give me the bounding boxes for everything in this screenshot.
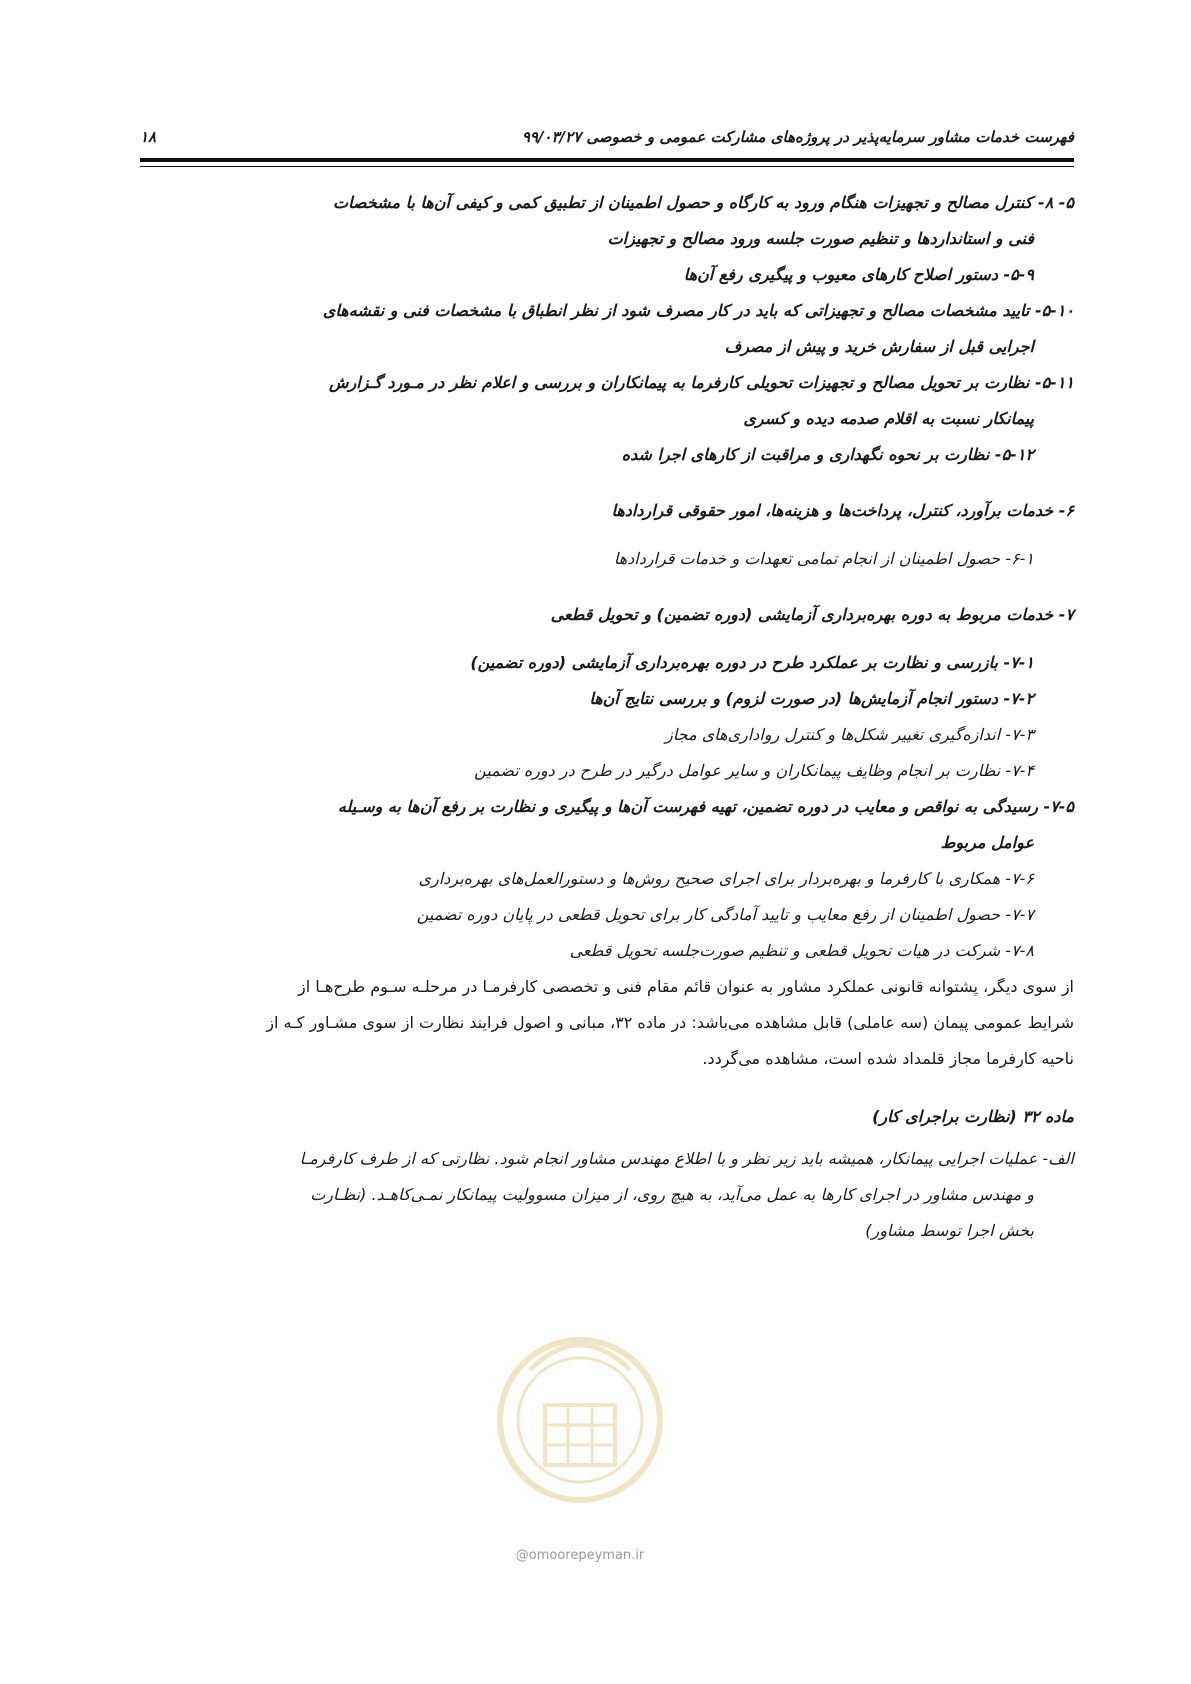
paragraph-line: شرایط عمومی پیمان (سه عاملی) قابل مشاهده می‌باشد: در ماده ۳۲، مبانی و اصول فرایند نظارت از سوی مشـاور کـه از [266, 1013, 1074, 1032]
service-item: ۵- ۸- کنترل مصالح و تجهیزات هنگام ورود به کارگاه و حصول اطمینان از تطبیق کمی و کیفی آن‌ها با مشخصات [333, 193, 1074, 212]
intro-paragraph [140, 969, 1074, 1077]
service-item: ۵-۱۱- نظارت بر تحویل مصالح و تجهیزات تحویلی کارفرما به پیمانکاران و بررسی و اعلام نظر در مـورد گـزارش [329, 373, 1074, 392]
watermark-logo-icon [490, 1300, 670, 1540]
article-32 [140, 1099, 1074, 1249]
document-body [140, 185, 1074, 1249]
service-item: ۵-۱۲- نظارت بر نحوه نگهداری و مراقبت از کارهای اجرا شده [621, 445, 1034, 464]
service-item: ۷-۸- شرکت در هیات تحویل قطعی و تنظیم صورت‌جلسه تحویل قطعی [569, 941, 1034, 960]
header-rule-thin [140, 166, 1074, 167]
page-header [140, 128, 1074, 152]
service-item: ۷-۱- بازرسی و نظارت بر عملکرد طرح در دوره بهره‌برداری آزمایشی (دوره تضمین) [470, 653, 1034, 672]
header-title: فهرست خدمات مشاور سرمایه‌پذیر در پروژه‌های مشارکت عمومی و خصوصی ۹۹/۰۳/۲۷ [521, 128, 1074, 146]
article-heading: ماده ۳۲ (نظارت براجرای کار) [872, 1107, 1074, 1126]
paragraph-line: از سوی دیگر، پشتوانه قانونی عملکرد مشاور به عنوان قائم مقام فنی و تخصصی کارفرمـا در مرحلـه سـوم طرح‌هـا از [298, 977, 1074, 996]
article-line: و مهندس مشاور در اجرای کارها به عمل می‌آید، به هیچ روی، از میزان مسوولیت پیمانکار نمـی‌کاهـد. (نظـارت [310, 1185, 1034, 1204]
watermark-url: @omoorepeyman.ir [515, 1548, 645, 1563]
service-item: پیمانکار نسبت به اقلام صدمه دیده و کسری [743, 409, 1034, 428]
service-item: اجرایی قبل از سفارش خرید و پیش از مصرف [724, 337, 1034, 356]
service-item: عوامل مربوط [940, 833, 1034, 852]
service-item: ۷-۶- همکاری با کارفرما و بهره‌بردار برای اجرای صحیح روش‌ها و دستورالعمل‌های بهره‌برداری [418, 869, 1034, 888]
service-item: ۷-۳- اندازه‌گیری تغییر شکل‌ها و کنترل رواداری‌های مجاز [665, 725, 1034, 744]
service-item: ۷-۷- حصول اطمینان از رفع معایب و تایید آمادگی کار برای تحویل قطعی در پایان دوره تضمین [416, 905, 1034, 924]
article-line: بخش اجرا توسط مشاور) [865, 1221, 1034, 1240]
service-item: ۷-۴- نظارت بر انجام وظایف پیمانکاران و سایر عوامل درگیر در طرح در دوره تضمین [474, 761, 1034, 780]
service-item: ۷-۲- دستور انجام آزمایش‌ها (در صورت لزوم) و بررسی نتایج آن‌ها [589, 689, 1034, 708]
service-list [140, 185, 1074, 969]
service-item: ۷- خدمات مربوط به دوره بهره‌برداری آزمایشی (دوره تضمین) و تحویل قطعی [550, 605, 1074, 624]
service-item: فنی و استانداردها و تنظیم صورت جلسه ورود مصالح و تجهیزات [607, 229, 1034, 248]
article-line: الف- عملیات اجرایی پیمانکار، همیشه باید زیر نظر و با اطلاع مهندس مشاور انجام شود. نظارتی که از طرف کارفرمـا [299, 1149, 1074, 1168]
service-item: ۶- خدمات برآورد، کنترل، پرداخت‌ها و هزینه‌ها، امور حقوقی قراردادها [611, 501, 1074, 520]
service-item: ۶-۱- حصول اطمینان از انجام تمامی تعهدات و خدمات قراردادها [613, 549, 1034, 568]
header-rule-thick [140, 158, 1074, 162]
paragraph-line: ناحیه کارفرما مجاز قلمداد شده است، مشاهده می‌گردد. [702, 1049, 1074, 1068]
page-number: ۱۸ [140, 128, 157, 146]
service-item: ۵-۹- دستور اصلاح کارهای معیوب و پیگیری رفع آن‌ها [683, 265, 1034, 284]
service-item: ۷-۵- رسیدگی به نواقص و معایب در دوره تضمین، تهیه فهرست آن‌ها و پیگیری و نظارت بر رفع آن‌ها به وسـیله [337, 797, 1074, 816]
service-item: ۵-۱۰- تایید مشخصات مصالح و تجهیزاتی که باید در کار مصرف شود از نظر انطباق با مشخصات فنی و نقشه‌های [322, 301, 1074, 320]
